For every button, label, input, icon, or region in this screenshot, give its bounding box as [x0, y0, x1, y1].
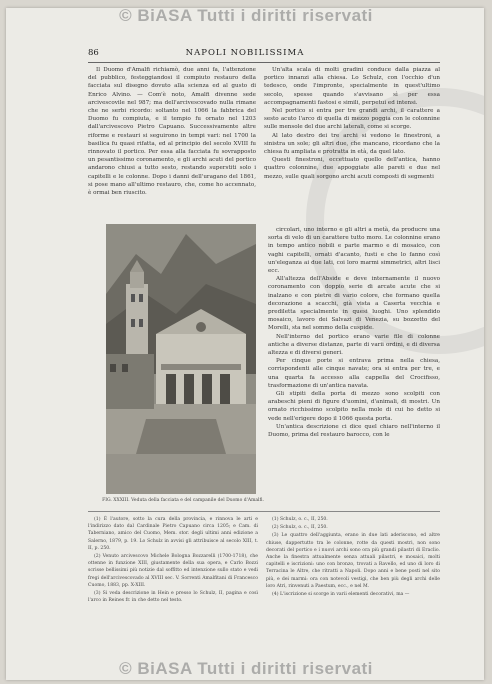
- watermark-bottom: © BiASA Tutti i diritti riservati: [119, 659, 373, 678]
- footnote: (2) Schulz, o. c., II, 250.: [272, 525, 328, 531]
- right-column-bottom: [268, 226, 440, 439]
- page-header: [6, 48, 484, 62]
- watermark-top: © BiASA Tutti i diritti riservati: [119, 6, 373, 25]
- page: [6, 8, 484, 680]
- paragraph: Questi finestroni, eccettuato quello dell'antica, hanno quattro colonnine, due appoggiate alle pareti e due nel mezzo, sulle quali sorgono archi acuti composti di segmenti: [264, 157, 440, 180]
- footnote: (3) Si veda descrizione in Hein e presso lo Schulz, II, pagina e così l'arco in Reines fr. in che detto nel testo.: [88, 591, 258, 604]
- paragraph: Per cinque porte si entrava prima nella chiesa, corrispondenti alle cinque navate; ora si entra per tre, e una quarta fa accesso alla cappella del Crocifisso, trasformazione di un'antica navata.: [268, 358, 440, 389]
- running-title: NAPOLI NOBILISSIMA: [185, 48, 305, 58]
- figure-caption: FIG. XXXIII. Veduta della facciata e del campanile del Duomo d'Amalfi.: [102, 498, 264, 503]
- paragraph: Nell'interno del portico erano varie file di colonne antiche a diverse distanze, parte di varii ordini, e di diversa altezza e di diversi generi.: [268, 333, 440, 357]
- footnotes-right: [266, 516, 440, 599]
- footnote: (3) Le quattro dell'aggiunta, erano in due lati aderiscono, ed altre chiuse, dappertutto tra le colonne, rotte da questi mostri, non sono decorati del portico e i nuovi archi sono ora più grandi pilastri di Eraclio. Anche la finestra attualmente senza attuali pilastri, e mosaici, molti capitelli e iscrizioni: uno con bronzo, trovati a Ravello, ed uno di loro di Terracina le Altre, che ritratti a Napoli. Dopo anni e bene posti nel sito più, e dei marmi: ora con notevoli vestigi, che ben più degli archi delle loro Atri, rinvenuti a Paestum, ecc., e nel M.: [266, 533, 440, 589]
- footnotes-left: [88, 516, 258, 605]
- paragraph: Il Duomo d'Amalfi richiamò, due anni fa, l'attenzione del pubblico, festeggiandosi il compiuto restauro della facciata sul disegno dovuto alla scienza ed al gusto di Enrico Alvino. — Com'è noto, Amalfi divenne sede arcivescovile nel 987; ma dell'arcivescovado nulla rimane che ne serbi ricordo: soltanto nel 1066 la fabbrica del Duomo fu compiuta, e il tempio fu ornato nel 1203 dall'arcivescovo Pietro Capuano. Successivamente altre riforme e restauri si seguirono in tempi vari: nel 1700 la basilica fu quasi rifatta, ed al principio del secolo XVIII fu rinnovato il portico. Per essa alla facciata fu sovrapposto un pesantissimo coronamento, e gli archi acuti del portico andarono chiusi a tutto sesto, restando superstiti solo i capitelli e le colonne. Dopo i danni dell'uragano del 1861, si pose mano all'ultimo restauro, che, come ho accennato, è ormai ben riuscito.: [88, 67, 256, 197]
- paragraph: Al lato destro dei tre archi si vedono le finestroni, a sinistra un sole; gli altri due, che mancano, ricordano che la chiesa fu ampliata e protratta in età, da quel lato.: [264, 132, 440, 156]
- footnote: (4) L'iscrizione si scorge in varii elementi decorativi, ma —: [272, 592, 410, 598]
- cathedral-photo: [106, 224, 256, 494]
- paragraph: Gli stipiti della porta di mezzo sono scolpiti con arabeschi pieni di figure d'uomini, d'animali, di mostri. Un ornato ricchissimo scolpito nella mole di cui ho detto si vede nell'erigere dopo il 1066 questa porta.: [268, 391, 440, 422]
- paragraph: Un'alta scala di molti gradini conduce dalla piazza al portico innanzi alla chiesa. Lo Schulz, con l'occhio d'un tedesco, onde l'impronte, specialmente in quest'ultimo secolo, spesse quando s'avvisano sì per essa accompagnamenti fastosi e simili, perpetui ed intensi.: [264, 67, 440, 106]
- left-column: [88, 66, 256, 197]
- footnote-rule: [88, 511, 440, 512]
- page-number: 86: [88, 48, 99, 58]
- footnote: (2) Venuto arcivescovo Michele Bologna Bozzarelli (1700-1718), che ottenne in funzione XIII, giustamente della sua opera, e Carlo Bozzi scrisse bellissimi più notizie dal soffitto ed intenzione sullo stato e vedi fregi dell'arcivescovado al XVIII sec. V. Sorrenti Amalfitani di Francesco Cuomo, 1883, pp. X-XIII.: [88, 554, 258, 588]
- header-rule: [88, 62, 440, 63]
- paragraph: Nel portico si entra per tre grandi archi, il carattere a sesto acuto l'arco di quella di mezzo poggia con le colonnine sulle mensole del due archi laterali, come si scorge.: [264, 108, 440, 131]
- footnote: (1) Schulz, o. c., II, 250.: [272, 517, 328, 522]
- right-column-top: [264, 66, 440, 181]
- cathedral-illustration: [106, 224, 256, 494]
- paragraph: Un'antica descrizione ci dice quel chiaro nell'interno il Duomo, prima del restauro barocco, con le: [268, 423, 440, 439]
- paragraph: circolari, uno interno e gli altri a metà, da producre una sorta di velo di un carattere tutto moro. Le colonnine erano in tempo antico nobili e parte marmo e di mosaico, con vaghi capitelli, ornati d'acanto, fusti e che lo fanno così un'eleganza ai due lati, coi loro marmi simmetrici, altri lisci ecc.: [268, 227, 440, 275]
- footnote: (1) È l'autore, sotto la cura della provincia, e rinnova le arti e l'indirizzo dato dal Cardinale Pietro Capuano circa 1205; e Cam. di Taberniano, amico del Cuomo, Mem. stor. degli ultimi anni edizione a Salerno, 1879, p. 19. Lo Schulz in avvisi gli attribuisce al secolo XIII, t. II, p. 250.: [88, 517, 258, 551]
- paragraph: All'altezza dell'Abside e deve internamente il nuovo coronamento con doppio serie di arcate acute che si inalzano e con pietre di vario colore, che formano quella decorazione a scacchi, già vista a Caserta vecchia e prediletta specialmente in quesi luoghi. Uno splendido mosaico, lavoro dei Salvazi di Venezia, su bozzetto del Morelli, sta nel sommo della cuspide.: [268, 276, 440, 332]
